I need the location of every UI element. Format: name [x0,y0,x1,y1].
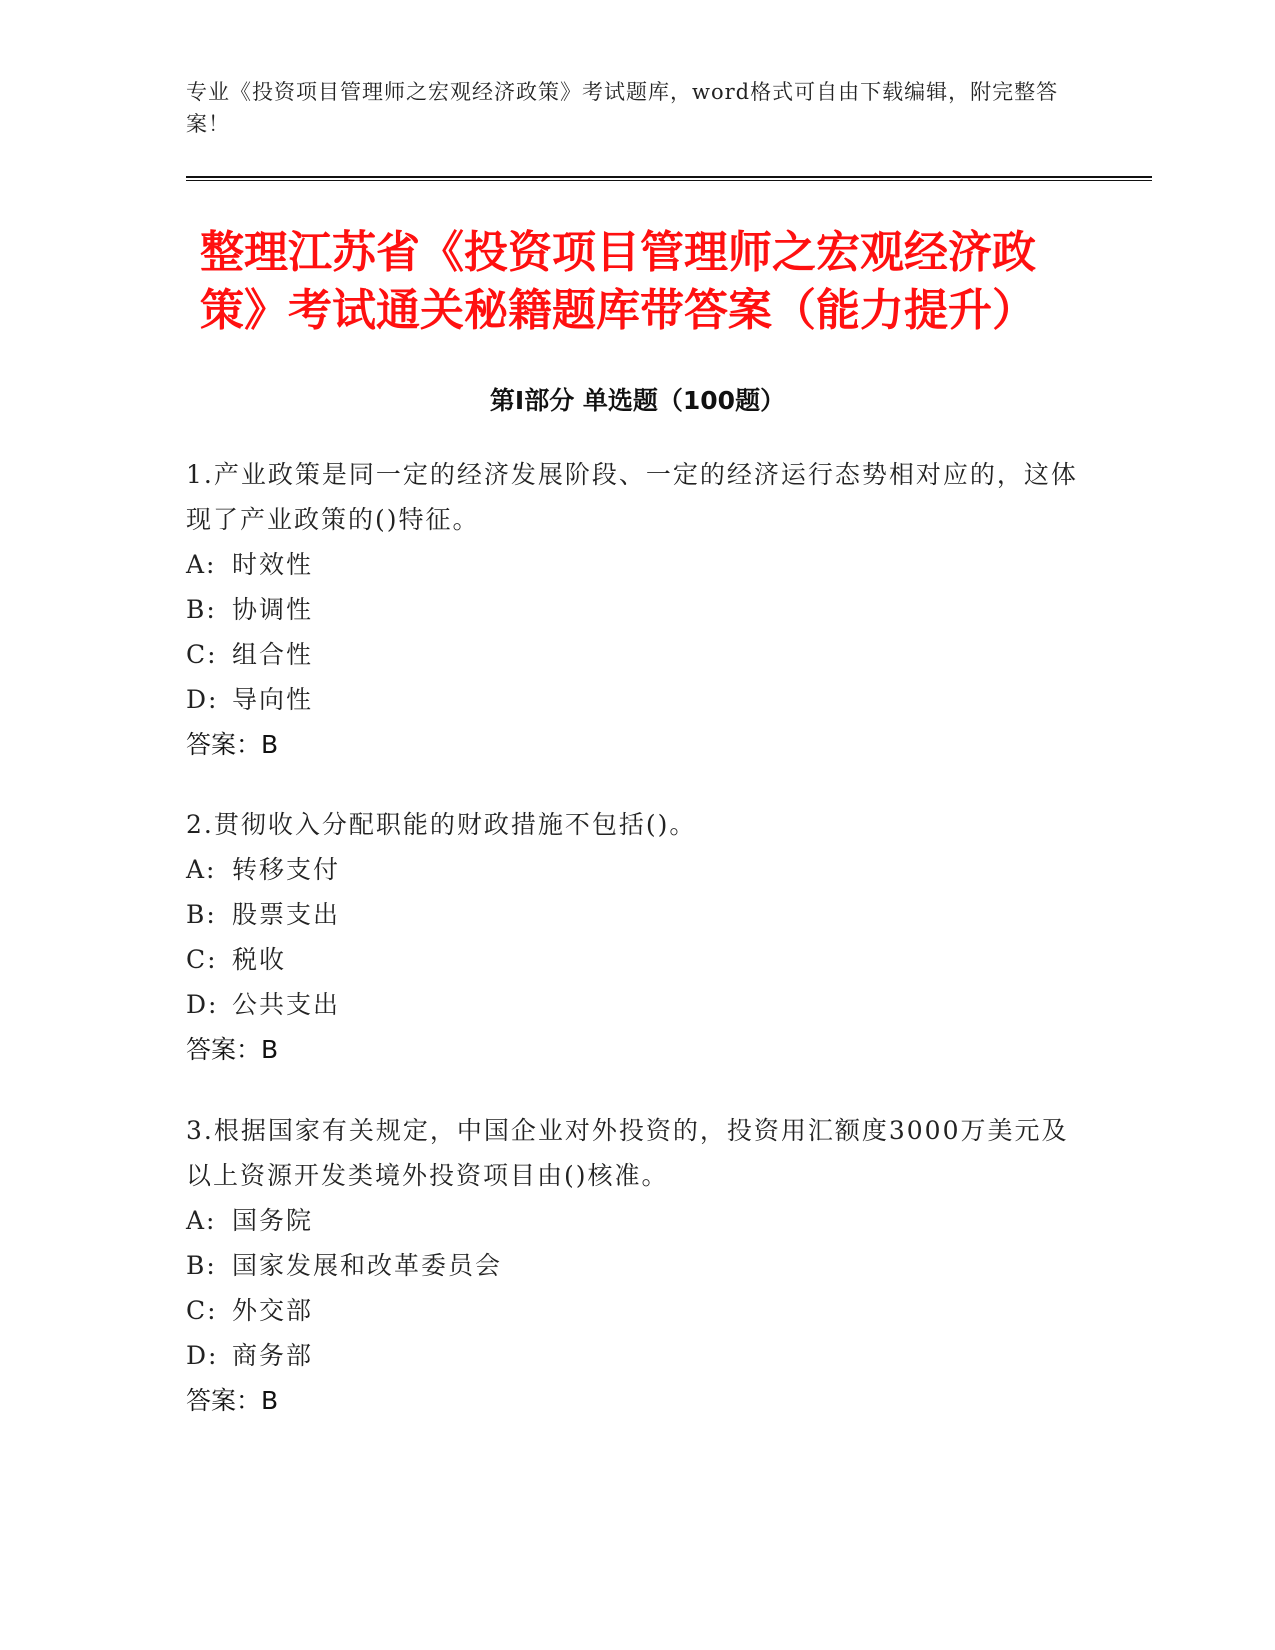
question-stem: 2.贯彻收入分配职能的财政措施不包括()。 [186,810,697,839]
option-text: 公共支出 [232,990,341,1019]
option-b [186,1243,1086,1288]
option-c [186,632,1086,677]
answer: 答案：B [186,730,279,759]
option-text: 国务院 [232,1206,314,1235]
option-a [186,542,1086,587]
option-text: 导向性 [232,685,314,714]
section-heading: 第Ⅰ部分 单选题（100题） [489,386,786,415]
option-text: 协调性 [232,595,314,624]
answer: 答案：B [186,1386,279,1415]
option-a [186,1198,1086,1243]
header-note: 专业《投资项目管理师之宏观经济政策》考试题库，word格式可自由下载编辑，附完整答案！ [186,80,1059,136]
header-divider-thick [186,176,1152,178]
option-key: C: [186,1296,218,1325]
question-2 [186,802,1086,1072]
option-key: B: [186,900,217,929]
option-key: D: [186,1341,219,1370]
option-b [186,892,1086,937]
option-key: B: [186,595,217,624]
option-key: D: [186,990,219,1019]
answer: 答案：B [186,1035,279,1064]
option-c [186,1288,1086,1333]
option-text: 时效性 [232,550,314,579]
option-key: A: [186,855,217,884]
option-text: 商务部 [232,1341,314,1370]
option-text: 转移支付 [232,855,341,884]
option-c [186,937,1086,982]
header-divider-thin [186,180,1152,181]
document-title: 整理江苏省《投资项目管理师之宏观经济政策》考试通关秘籍题库带答案（能力提升） [200,227,1036,336]
option-key: A: [186,1206,217,1235]
option-text: 股票支出 [232,900,341,929]
option-d [186,982,1086,1027]
option-d [186,677,1086,722]
question-stem: 1.产业政策是同一定的经济发展阶段、一定的经济运行态势相对应的，这体现了产业政策的()特征。 [186,460,1078,534]
option-key: A: [186,550,217,579]
option-text: 外交部 [232,1296,314,1325]
question-stem: 3.根据国家有关规定，中国企业对外投资的，投资用汇额度3000万美元及以上资源开发类境外投资项目由()核准。 [186,1116,1069,1190]
option-text: 国家发展和改革委员会 [232,1251,503,1280]
question-1 [186,452,1086,767]
option-text: 组合性 [232,640,314,669]
option-key: B: [186,1251,217,1280]
question-3 [186,1108,1086,1423]
option-d [186,1333,1086,1378]
option-key: D: [186,685,219,714]
option-a [186,847,1086,892]
option-text: 税收 [232,945,287,974]
header-divider [186,176,1152,182]
option-b [186,587,1086,632]
option-key: C: [186,945,218,974]
option-key: C: [186,640,218,669]
